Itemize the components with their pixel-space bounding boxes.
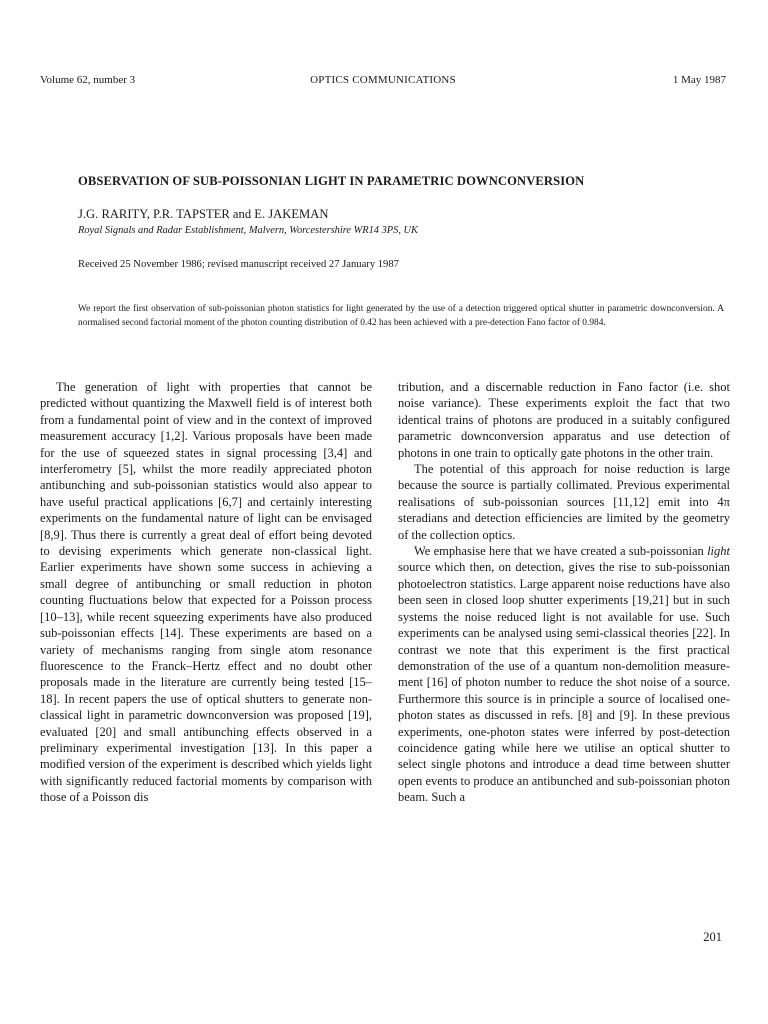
article-title: OBSERVATION OF SUB-POISSONIAN LIGHT IN PARAMETRIC DOWNCONVERSION — [78, 174, 585, 188]
volume-number: Volume 62, number 3 — [40, 74, 136, 86]
issue-date: 1 May 1987 — [672, 74, 726, 86]
page-number: 201 — [703, 930, 722, 944]
author-affiliation: Royal Signals and Radar Establishment, Malvern, Worcestershire WR14 3PS, UK — [78, 225, 418, 236]
body-text: source which then, on detection, gives the rise to sub-poissonian photoelectron statistics. Large apparent noise reductions have also been seen in closed loop shutter experiments [19,21] but in such systems the noise reduced light is not available for use. Such experiments can be analysed using semi-classical theories [22]. In contrast we note that this experiment is the first practical demonstration of the use of a quantum non-demolition measurement [16] of photon number to reduce the shot noise of a source. Furthermore this source is in principle a source of localised one-photon states as discussed in refs. [8] and [9]. In these previous experiments, one-photon states were inferred by post-detection coincidence gating while here we utilise an optical shutter to select single photons and introduce a dead time between shutter open events to produce an antibunched and sub-poissonian photon beam. Such a — [398, 560, 730, 805]
author-list: J.G. RARITY, P.R. TAPSTER and E. JAKEMAN — [78, 207, 329, 221]
body-paragraph: tribution, and a discernable reduction in Fano factor (i.e. shot noise variance). These experiments exploit the fact that two identical trains of photons are produced in a suitably configured parametric downconversion apparatus and use detection of photons in one train to optically gate photons in the other train. — [398, 380, 730, 460]
body-paragraph: The generation of light with properties that cannot be predicted without quantizing the Maxwell field is of interest both from a fundamental point of view and in the context of improved measurement accuracy [1,2]. Various proposals have been made for the use of squeezed states in signal processing [3,4] and interferometry [5], whilst the more readily appreciated photon antibunching and sub-poissonian statistics would also appear to have useful practical applications [6,7] and certainly interesting experiments on the fundamental nature of light can be envisaged [8,9]. Thus there is currently a great deal of effort being devoted to devising experiments which generate non-classical light. Earlier experiments have shown some success in achieving a small degree of antibunching or small reduction in photon counting fluctuations below that expected for a Poisson process [10–13], while recent squeezing experiments have also produced sub-poissonian effects [14]. These experiments are based on a variety of mechanisms ranging from single atom resonance fluorescence to the Franck–Hertz effect and no doubt other proposals made in the literature are currently being tested [15–18]. In recent papers the use of optical shutters to generate non-classical light in parametric downconversion was proposed [19], evaluated [20] and small antibunching effects observed in a preliminary experimental investigation [13]. In this paper a modified version of the experiment is described which yields light with significantly reduced factorial moments by comparison with those of a Poisson dis — [40, 380, 372, 805]
body-paragraph — [398, 543, 730, 806]
received-dates: Received 25 November 1986; revised manuscript received 27 January 1987 — [78, 259, 399, 270]
abstract: We report the first observation of sub-poissonian photon statistics for light generated by the use of a detection triggered optical shutter in parametric downconversion. A normalised second factorial moment of the photon counting distribution of 0.42 has been achieved with a pre-detection Fano factor of 0.984. — [78, 304, 724, 329]
body-text: We emphasise here that we have created a sub-poissonian — [414, 544, 708, 559]
body-paragraph: The potential of this approach for noise reduction is large because the source is partially collimated. Previous experimental realisations of sub-poissonian sources [11,12] emit into 4π steradians and detection efficiencies are limited by the geometry of the collection optics. — [398, 462, 730, 542]
journal-name: OPTICS COMMUNICATIONS — [310, 74, 456, 86]
emphasis-text: light — [707, 544, 730, 559]
running-head — [40, 72, 726, 88]
body-column-left — [40, 379, 372, 806]
body-column-right — [398, 379, 730, 806]
